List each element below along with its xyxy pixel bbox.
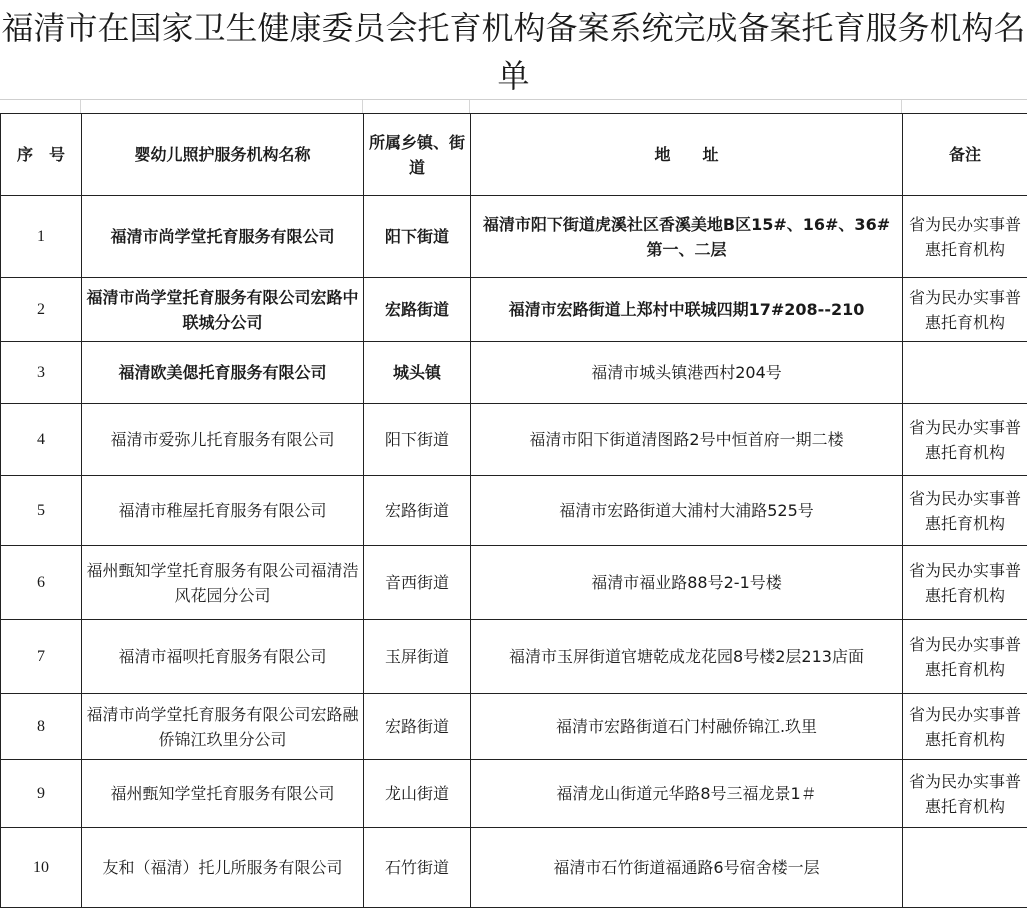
row-number: 6 <box>1 546 82 620</box>
address: 福清市阳下街道虎溪社区香溪美地B区15#、16#、36#第一、二层 <box>471 196 903 278</box>
header-town: 所属乡镇、街道 <box>364 114 471 196</box>
header-note: 备注 <box>903 114 1027 196</box>
row-number: 4 <box>1 404 82 476</box>
institution-name: 福清市爱弥儿托育服务有限公司 <box>82 404 364 476</box>
note: 省为民办实事普惠托育机构 <box>903 546 1027 620</box>
table-row <box>1 546 1027 620</box>
institution-name: 福清市尚学堂托育服务有限公司 <box>82 196 364 278</box>
institution-name: 福清市尚学堂托育服务有限公司宏路融侨锦江玖里分公司 <box>82 694 364 760</box>
table-row <box>1 342 1027 404</box>
town-name: 阳下街道 <box>364 196 471 278</box>
note: 省为民办实事普惠托育机构 <box>903 404 1027 476</box>
town-name: 宏路街道 <box>364 476 471 546</box>
address: 福清市宏路街道石门村融侨锦江.玖里 <box>471 694 903 760</box>
row-number: 7 <box>1 620 82 694</box>
town-name: 宏路街道 <box>364 694 471 760</box>
address: 福清市宏路街道大浦村大浦路525号 <box>471 476 903 546</box>
row-number: 2 <box>1 278 82 342</box>
header-name: 婴幼儿照护服务机构名称 <box>82 114 364 196</box>
table-row <box>1 196 1027 278</box>
town-name: 龙山街道 <box>364 760 471 828</box>
address: 福清市城头镇港西村204号 <box>471 342 903 404</box>
note: 省为民办实事普惠托育机构 <box>903 476 1027 546</box>
header-address: 地 址 <box>471 114 903 196</box>
sheet-gridlines <box>0 99 1027 114</box>
institution-name: 福州甄知学堂托育服务有限公司 <box>82 760 364 828</box>
row-number: 3 <box>1 342 82 404</box>
table-row <box>1 404 1027 476</box>
address: 福清市玉屏街道官塘乾成龙花园8号楼2层213店面 <box>471 620 903 694</box>
institution-name: 福清市稚屋托育服务有限公司 <box>82 476 364 546</box>
row-number: 10 <box>1 828 82 908</box>
note: 省为民办实事普惠托育机构 <box>903 278 1027 342</box>
page-title: 福清市在国家卫生健康委员会托育机构备案系统完成备案托育服务机构名单 <box>0 4 1027 100</box>
row-number: 1 <box>1 196 82 278</box>
institution-name: 福州甄知学堂托育服务有限公司福清浩风花园分公司 <box>82 546 364 620</box>
row-number: 5 <box>1 476 82 546</box>
table-row <box>1 694 1027 760</box>
town-name: 宏路街道 <box>364 278 471 342</box>
address: 福清龙山街道元华路8号三福龙景1＃ <box>471 760 903 828</box>
note: 省为民办实事普惠托育机构 <box>903 694 1027 760</box>
note <box>903 828 1027 908</box>
address: 福清市福业路88号2-1号楼 <box>471 546 903 620</box>
address: 福清市阳下街道清图路2号中恒首府一期二楼 <box>471 404 903 476</box>
row-number: 8 <box>1 694 82 760</box>
institution-name: 福清市尚学堂托育服务有限公司宏路中联城分公司 <box>82 278 364 342</box>
address: 福清市宏路街道上郑村中联城四期17#208--210 <box>471 278 903 342</box>
header-seq: 序 号 <box>1 114 82 196</box>
table-row <box>1 620 1027 694</box>
institution-name: 福清市福呗托育服务有限公司 <box>82 620 364 694</box>
note: 省为民办实事普惠托育机构 <box>903 620 1027 694</box>
table-row <box>1 278 1027 342</box>
institution-table <box>0 113 1027 908</box>
header-row <box>1 114 1027 196</box>
note <box>903 342 1027 404</box>
town-name: 阳下街道 <box>364 404 471 476</box>
town-name: 音西街道 <box>364 546 471 620</box>
institution-name: 友和（福清）托儿所服务有限公司 <box>82 828 364 908</box>
row-number: 9 <box>1 760 82 828</box>
note: 省为民办实事普惠托育机构 <box>903 196 1027 278</box>
note: 省为民办实事普惠托育机构 <box>903 760 1027 828</box>
institution-name: 福清欧美偲托育服务有限公司 <box>82 342 364 404</box>
table-row <box>1 760 1027 828</box>
town-name: 城头镇 <box>364 342 471 404</box>
table-row <box>1 828 1027 908</box>
town-name: 石竹街道 <box>364 828 471 908</box>
table-row <box>1 476 1027 546</box>
address: 福清市石竹街道福通路6号宿舍楼一层 <box>471 828 903 908</box>
town-name: 玉屏街道 <box>364 620 471 694</box>
